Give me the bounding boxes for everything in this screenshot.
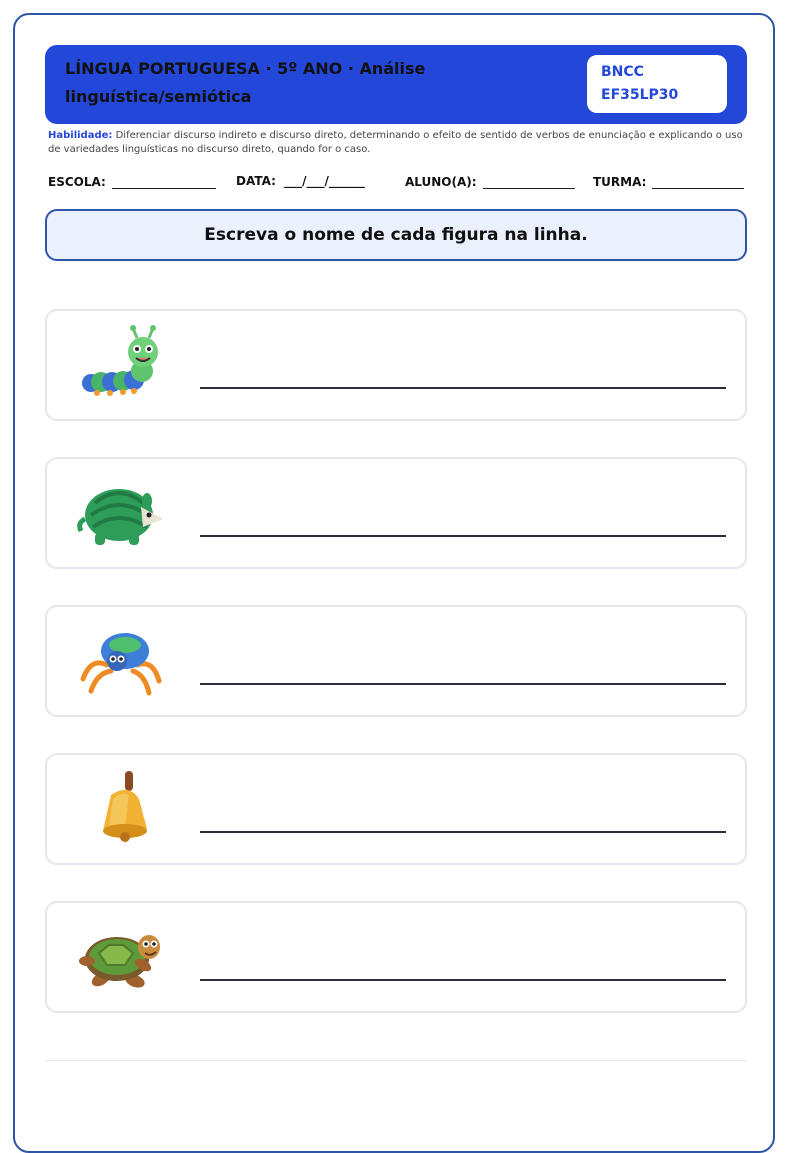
habilidade-description: Diferenciar discurso indireto e discurso direto, determinando o efeito de sentido de verbos de enunciação e explicando o uso de variedades linguísticas no discurso direto, quando for o caso. [48,130,743,155]
data-field[interactable] [236,174,365,188]
escola-field[interactable] [48,174,216,189]
item-card [45,457,747,569]
data-blank[interactable]: ___/___/______ [284,174,365,188]
item-card [45,309,747,421]
page-title: LÍNGUA PORTUGUESA · 5º ANO · Análise linguística/semiótica [65,59,426,106]
header-banner [45,45,747,124]
caterpillar-icon [77,325,167,405]
bncc-badge [587,55,727,113]
answer-line[interactable] [200,831,726,833]
habilidade-text [48,129,748,157]
item-card [45,753,747,865]
answer-line[interactable] [200,979,726,981]
turma-label: TURMA: [593,175,647,189]
instruction-box: Escreva o nome de cada figura na linha. [45,209,747,261]
escola-blank[interactable] [112,174,216,189]
escola-label: ESCOLA: [48,175,106,189]
bell-icon [77,769,167,849]
aluno-blank[interactable] [483,174,575,189]
student-info-fields [48,174,748,194]
aluno-label: ALUNO(A): [405,175,477,189]
footer-divider [45,1060,747,1061]
aluno-field[interactable] [405,174,575,189]
item-card [45,605,747,717]
answer-line[interactable] [200,683,726,685]
turma-blank[interactable] [652,174,744,189]
habilidade-label: Habilidade: [48,130,113,141]
answer-line[interactable] [200,387,726,389]
item-card [45,901,747,1013]
turtle-icon [77,917,167,997]
turma-field[interactable] [593,174,744,189]
data-label: DATA: [236,174,276,188]
armadillo-icon [77,473,167,553]
spider-icon [77,621,167,701]
bncc-label: BNCC [601,64,644,80]
bncc-code: EF35LP30 [601,87,679,103]
answer-line[interactable] [200,535,726,537]
